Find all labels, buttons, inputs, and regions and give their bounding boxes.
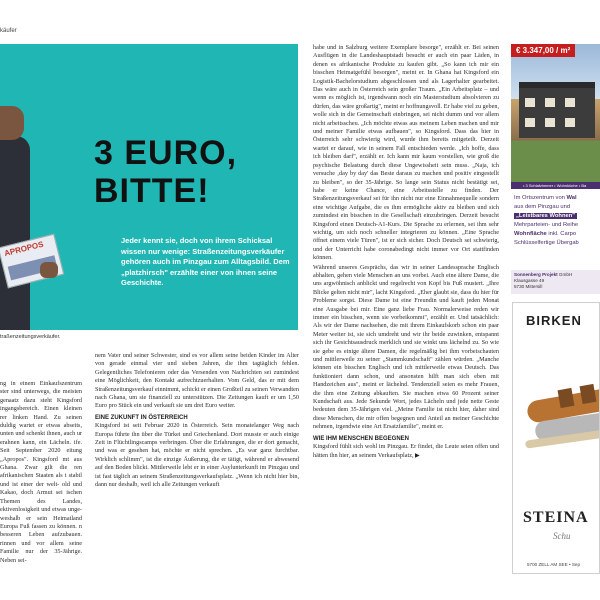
paragraph [313, 443, 499, 460]
headline: 3 EURO, BITTE! [94, 134, 238, 210]
ad-line: aus dem Pinzgau und [514, 204, 571, 210]
window-shape [565, 118, 575, 127]
window-shape [525, 118, 535, 127]
paragraph-text: Kingsford fühlt sich wohl im Pinzgau. Er findet, die Leute seien offen und hätten ihn hier, an seinem Verkaufsplatz, [313, 443, 499, 459]
ad-line-text: Im Ortszentrum von [514, 195, 565, 201]
house-photo [511, 44, 600, 182]
vendor-hand [40, 262, 58, 278]
shoe-ad[interactable] [512, 302, 600, 574]
paragraph: Während unseres Gesprächs, das wir in seiner Landessprache Englisch abhalten, gehen viele Menschen an uns vorbei. Auch eine ältere Dame, die uns argwöhnisch anblickt und regelrecht von Kopf bis Fuß mustert. „Ihre Blicke gelten nicht mir", lacht Kingsford. „Eher glaubt sie, dass du hier für Probleme sorgst. Diese Dame ist eine Freundin und kauft jeden Monat eine Ausgabe bei mir. Eine ganz liebe Frau. Normalerweise reden wir immer ein bisschen, wenn sie vorbeikommt", erzählt er. Und tatsächlich: Als wir der Dame nachsehen, die mit ihrem Einkaufskorb schon ein paar Meter weiter ist, sie sich umdreht und wir ihr beide zuwinken, entspannt sich ihr Gesichtsausdruck merklich und sie winkt uns lächelnd zu. So wie sie gebe es einige ältere Damen, die regelmäßig bei ihm vorbeischauten und mittlerweile zu seiner „Stammkundschaft" zählen würden. „Manche können ein bisschen Englisch und ich mittlerweile etwas Deutsch. Das funktioniert dann schon, und ansonsten hilft man sich eben mit Handzeichen aus", meint er lächelnd. Tendenziell seien es mehr Frauen, die ihm eine Zeitung abkauften. Sie machen etwa 60 Prozent seiner Kundschaft aus. Jede Sekunde Wort, jedes Lächeln und jede nette Geste bedeuten dem 35-Jährigen viel. „Meine Familie ist nicht hier, daher sind diese Menschen, die mir offen begegnen und Anteil an meiner Geschichte nehmen, irgendwie eine Art Ersatzfamilie", meint er. [313, 263, 499, 431]
paragraph: ng in einem Einkaufszentrum ster sind unterwegs, die meisten genaatz dazu steht Kingsford ingangsbereich. Einen kleinen rer linken Hand. Zu seinen duldig wartet er etwas abseits, unten und schenkt ihnen, auch ur erahnen kann, ein Lächeln. ife. Seit September 2020 eitung „Apropos". Kingsford mt aus Ghana. Zwar gilt die ren afrikanischen Staaten als t stabil und ist einer der welt- old und Kakao, doch Armut sei ischen Themen des Landes, ektivenlosigkeit und etwas unge- weshalb er sein Heimatland Europa Fuß fassen zu können. n besseren Leben aufzubauen. rinnen und vor allem seine Familie nur der 35-Jährige. Neben sei- [0, 380, 82, 564]
vendor-face [0, 106, 24, 140]
ad-line [514, 194, 597, 203]
ad-line-text: inkl. Carpo [546, 231, 577, 237]
realestate-ad[interactable] [511, 44, 600, 294]
ad-line-highlight: „Leistbares Wohnen" [516, 213, 576, 219]
section-label: käufer [0, 28, 17, 34]
window-shape [525, 98, 535, 107]
ad-line: Schlüsselfertige Übergab [514, 240, 579, 246]
sandal-strap [580, 384, 597, 404]
street: Klausgasse 49 [514, 278, 545, 283]
paragraph: nem Vater und seiner Schwester, sind es vor allem seine beiden Kinder im Alter von gerade einmal vier und sieben Jahren, die ihm tagtäglich fehlen. Gelegentliches Telefonieren oder das Versenden von Nachrichten sei zumindest eine Möglichkeit, den Kontakt aufrechtzuerhalten. Vom Geld, das er mit dem Straßenzeitungsverkauf einnimmt, schickt er einen Großteil zu seinen Verwandten nach Ghana, um sie finanziell zu unterstützen. Die Zeitungen kauft er um 1,50 Euro pro Stück ein und verkauft sie um drei Euro weiter. [95, 352, 299, 410]
continue-arrow-icon: ▶ [415, 452, 420, 459]
window-shape [545, 98, 555, 107]
article-column-2 [95, 352, 299, 600]
article-column-3 [313, 44, 499, 600]
ad-footer [511, 270, 600, 294]
city: 5730 Mittersill [514, 284, 543, 289]
intro-text: Jeder kennt sie, doch von ihrem Schicksal wissen nur wenige: Straßenzeitungsverkäufer gehören auch im Pinzgau zum Alltagsbild. Dem „platzhirsch" erzählte einer von ihnen seine Geschichte. [121, 236, 290, 287]
subheading: WIE IHM MENSCHEN BEGEGNEN [313, 435, 410, 442]
window-shape [545, 118, 555, 127]
article-column-1 [0, 380, 82, 600]
vendor-figure [0, 136, 30, 330]
company-name: Sonnenberg Projekt [514, 272, 558, 277]
rooms-bar: • 3 Schlafzimmer • Wohnküche • Ba [511, 182, 600, 189]
brand-logo: BIRKEN [526, 313, 582, 328]
ad-body [511, 194, 600, 262]
ad-line [514, 212, 597, 221]
store-address: 5700 ZELL AM SEE • Sep [527, 562, 581, 567]
price-badge: € 3.347,00 / m² [511, 44, 575, 57]
window-shape [565, 98, 575, 107]
ad-line: Mehrparteien- und Reihe [514, 222, 579, 228]
house-shape [519, 82, 595, 138]
store-name: STEINA [523, 509, 589, 526]
sandal-strap [558, 388, 575, 408]
store-subtitle: Schu [553, 531, 571, 541]
ad-line-highlight: Wohnfläche [514, 231, 547, 237]
photo-caption: traßenzeitungsverkäufer. [0, 334, 61, 340]
hero-image [0, 44, 298, 330]
subheading: EINE ZUKUNFT IN ÖSTERREICH [95, 414, 188, 421]
paragraph: habe und in Salzburg weitere Exemplare besorge", erzählt er. Bei seinen Ausflügen in die Landeshauptstadt besucht er auch ein paar Läden, in denen es afrikanische Produkte zu kaufen gibt. „So kann ich mir ein bisschen Heimatgefühl besorgen", meint er. In Ghana hat Kingsford ein Logistik-Bachelorstudium abgeschlossen und als Lagerhalter gearbeitet. Das wäre auch in Österreich sein großer Traum. „Ein Arbeitsplatz – und wenn es möglich ist, irgendwann noch ein Masterstudium absolvieren zu dürfen, das wäre großartig", meint er hoffnungsvoll. Er habe viel zu geben, wolle sich in die Gemeinschaft einbringen, sei nicht dumm und vor allem nicht arbeitsscheu. „Ich möchte etwas aus meinem Leben machen und mir und meiner Familie etwas aufbauen", so Kingsford. Dass das hier in Österreich sehr schwierig wird, wurde ihm bereits mitgeteilt. Derzeit wartet er darauf, wie in seinem Fall entschieden werde. „Ich hoffe, dass ich bleiben darf", erzählt er. Ich kann mir kaum vorstellen, wie groß die psychische Belastung durch diese Ungewissheit sein muss. „Naja, ich versuche ‚day by day' das Beste daraus zu machen und positiv eingestellt zu bleiben", so der 35-Jährige. So lange sein Status nicht bestätigt sei, habe er keine Chance, eine Arbeitsstelle zu finden. Der Straßenzeitungsverkauf sei für ihn nicht nur eine Einnahmequelle sondern eine wichtige Aufgabe, die es ihm ermögliche aktiv zu bleiben und sich zumindest ein bisschen in die Gesellschaft einzubringen. Derzeit besucht Kingsford einen Deutsch-A1-Kurs. Die Sprache zu erlernen, sei ihm sehr wichtig, um sich noch schneller integrieren zu können. „Eine Sprache öffnet einem viele Türen", ist er sich sicher. Doch Deutsch sei schwierig, und der Unterricht habe coronabedingt nicht immer vor Ort stattfinden können. [313, 44, 499, 262]
ad-line [514, 230, 597, 239]
company-suffix: GmbH [557, 272, 573, 277]
paragraph: Kingsford ist seit Februar 2020 in Österreich. Sein monatelanger Weg nach Europa führte ihn über die Türkei und Griechenland. Dort musste er auch einige Zeit in Flüchtlingscamps verbringen. Über die Erfahrungen, die er dort gemacht, und was er gesehen hat, möchte er nicht sprechen. „Es war ganz furchtbar. Wirklich schlimm", ist die einzige Äußerung, die er tätigt, während er abwesend auf den Boden blickt. Mittlerweile lebt er in einer Asylunterkunft im Pinzgau und ist fast täglich an seinem Straßenzeitungsverkaufsplatz. „Wenn ich nicht hier bin, dann nur deshalb, weil ich alle Zeitungen verkauft [95, 422, 299, 489]
magazine-title: APROPOS [3, 239, 45, 259]
ad-line-highlight: Wal [566, 195, 577, 201]
